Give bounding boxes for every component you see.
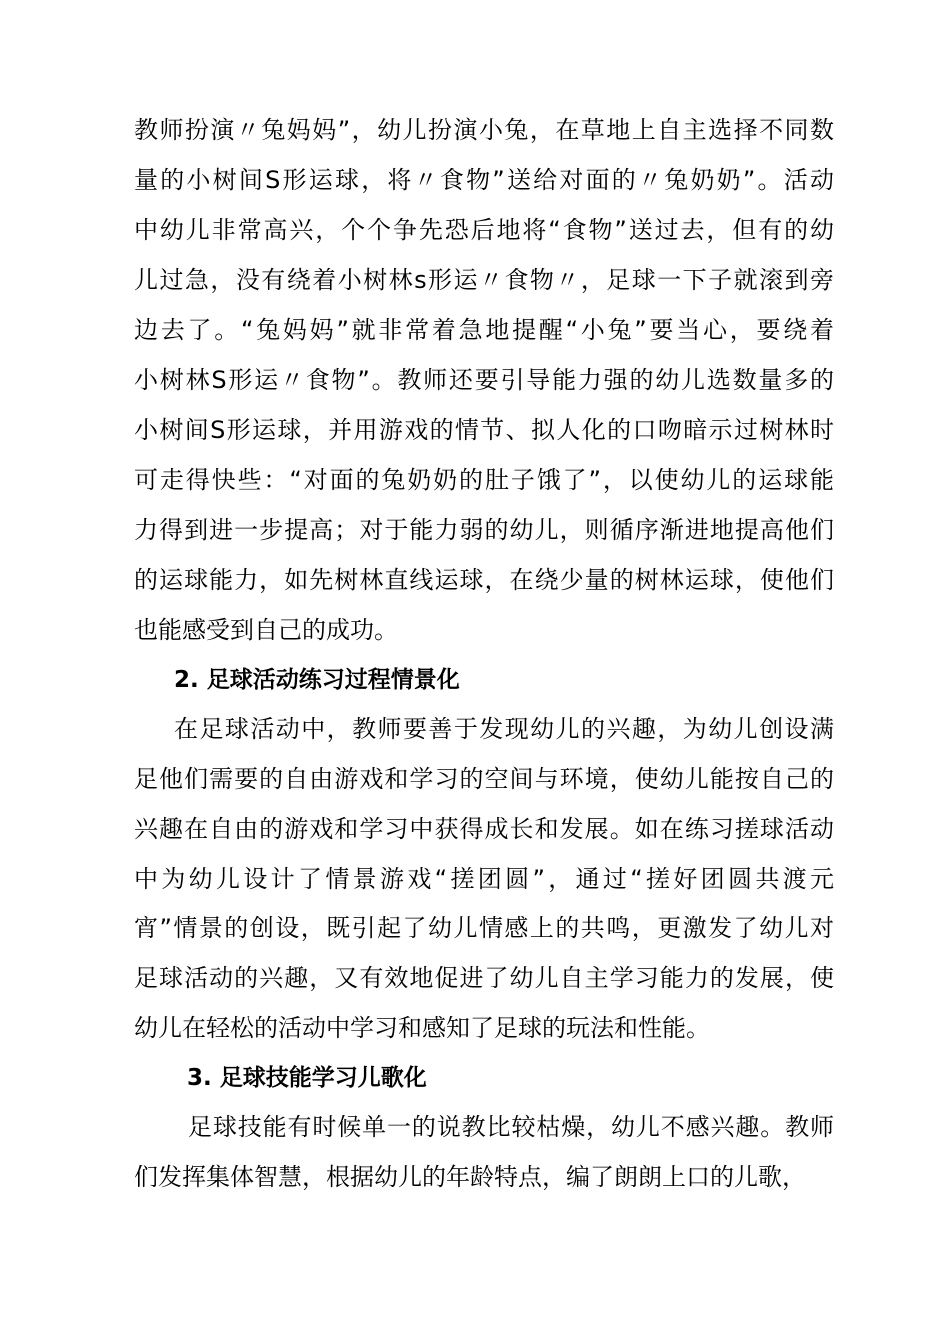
section-heading-3: 3. 足球技能学习儿歌化 xyxy=(187,1065,427,1091)
paragraph-1-line: 可走得快些：“对面的兔奶奶的肚子饿了”，以使幼儿的运球能 xyxy=(134,466,834,494)
paragraph-1-line: 小树间S形运球，并用游戏的情节、拟人化的口吻暗示过树林时 xyxy=(134,416,834,444)
paragraph-1-line: 边去了。“兔妈妈”就非常着急地提醒“小兔”要当心，要绕着 xyxy=(134,316,834,344)
paragraph-1-line: 力得到进一步提高；对于能力弱的幼儿，则循序渐进地提高他们 xyxy=(134,516,834,544)
paragraph-2-line: 足他们需要的自由游戏和学习的空间与环境，使幼儿能按自己的 xyxy=(134,765,834,793)
paragraph-1-line: 教师扮演〃兔妈妈”，幼儿扮演小兔，在草地上自主选择不同数 xyxy=(134,116,834,144)
paragraph-2-line: 兴趣在自由的游戏和学习中获得成长和发展。如在练习搓球活动 xyxy=(134,815,834,843)
paragraph-3-line: 们发挥集体智慧，根据幼儿的年龄特点，编了朗朗上口的儿歌， xyxy=(134,1163,806,1191)
paragraph-2-line: 在足球活动中，教师要善于发现幼儿的兴趣，为幼儿创设满 xyxy=(174,715,834,743)
section-heading-2: 2. 足球活动练习过程情景化 xyxy=(174,667,460,693)
paragraph-3-line: 足球技能有时候单一的说教比较枯燥，幼儿不感兴趣。教师 xyxy=(188,1113,834,1141)
paragraph-1-line: 量的小树间S形运球，将〃食物”送给对面的〃兔奶奶”。活动 xyxy=(134,166,834,194)
paragraph-2-line: 中为幼儿设计了情景游戏“搓团圆”，通过“搓好团圆共渡元 xyxy=(134,865,834,893)
paragraph-2-line: 幼儿在轻松的活动中学习和感知了足球的玩法和性能。 xyxy=(134,1014,710,1042)
paragraph-1-line: 也能感受到自己的成功。 xyxy=(134,616,398,644)
paragraph-1-line: 小树林S形运〃食物”。教师还要引导能力强的幼儿选数量多的 xyxy=(134,366,834,394)
paragraph-2-line: 足球活动的兴趣，又有效地促进了幼儿自主学习能力的发展，使 xyxy=(134,964,834,992)
paragraph-1-line: 的运球能力，如先树林直线运球，在绕少量的树林运球，使他们 xyxy=(134,566,834,594)
paragraph-2-line: 宵”情景的创设，既引起了幼儿情感上的共鸣，更激发了幼儿对 xyxy=(134,914,834,942)
paragraph-1-line: 中幼儿非常高兴，个个争先恐后地将“食物”送过去，但有的幼 xyxy=(134,216,834,244)
paragraph-1-line: 儿过急，没有绕着小树林s形运〃食物〃，足球一下子就滚到旁 xyxy=(134,266,834,294)
